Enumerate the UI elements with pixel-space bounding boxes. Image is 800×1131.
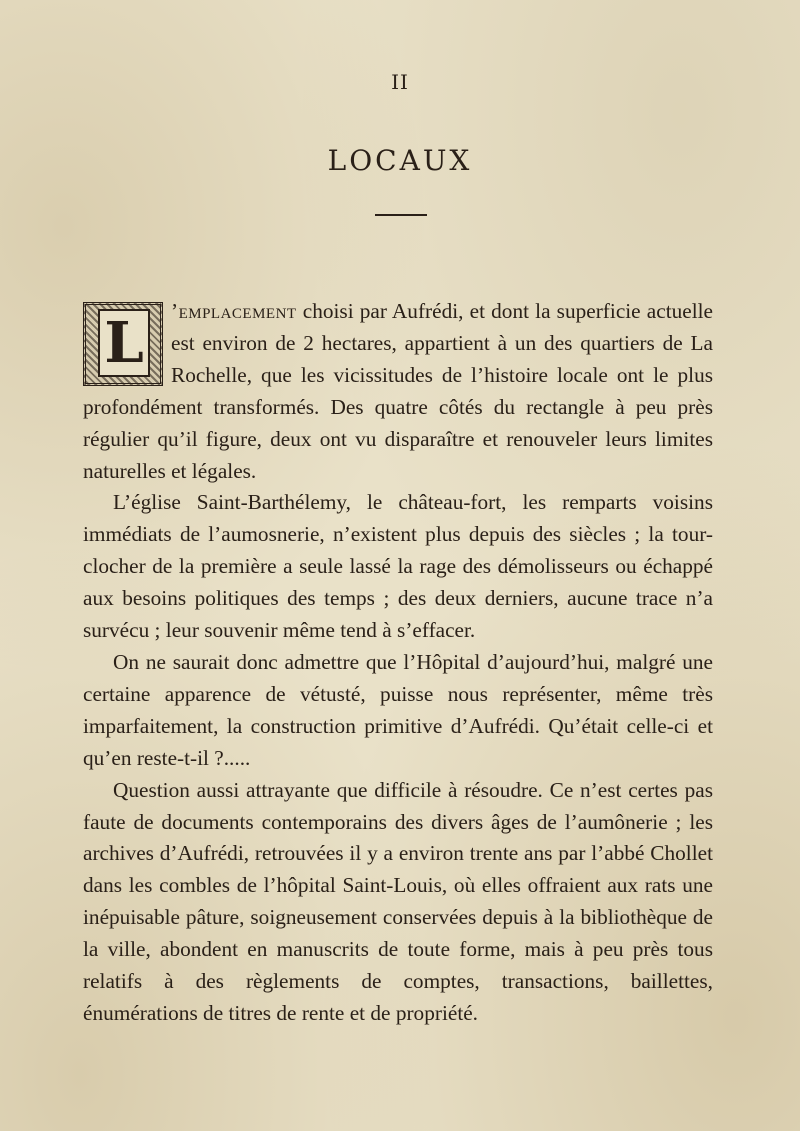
chapter-body	[83, 296, 713, 1030]
chapter-number: II	[391, 70, 409, 94]
paragraph-1-text: choisi par Aufrédi, et dont la superficie actuelle est environ de 2 hectares, appartient à un des quartiers de La Rochelle, que les vicissitudes de l’histoire locale ont le plus profondément transformés. Des quatre côtés du rectangle à peu près régulier qu’il figure, deux ont vu disparaître et renouveler leurs limites naturelles et légales.	[83, 299, 713, 483]
dropcap-letter: L	[98, 309, 150, 377]
paragraph-3: On ne saurait donc admettre que l’Hôpital d’aujourd’hui, malgré une certaine apparence de vétusté, puisse nous représenter, même très imparfaitement, la construction primitive d’Aufrédi. Qu’était celle-ci et qu’en reste-t-il ?.....	[83, 649, 713, 770]
paragraph-1	[83, 296, 713, 487]
paragraph-1-lead: ’emplacement	[171, 299, 297, 323]
title-divider	[375, 214, 427, 216]
ornamental-dropcap	[83, 302, 163, 386]
paragraph-2: L’église Saint-Barthélemy, le château-fort, les remparts voisins immédiats de l’aumosnerie, n’existent plus depuis des siècles ; la tour-clocher de la première a seule lassé la rage des démolisseurs ou échappé aux besoins politiques des temps ; des deux derniers, aucune trace n’a survécu ; leur souvenir même tend à s’effacer.	[83, 490, 713, 643]
chapter-title: LOCAUX	[327, 144, 473, 177]
paragraph-4: Question aussi attrayante que difficile à résoudre. Ce n’est certes pas faute de documents contemporains des divers âges de l’aumônerie ; les archives d’Aufrédi, retrouvées il y a environ trente ans par l’abbé Chollet dans les combles de l’hôpital Saint-Louis, où elles offraient aux rats une inépuisable pâture, soigneusement conservées depuis à la bibliothèque de la ville, abondent en manuscrits de toute forme, mais à peu près tous relatifs à des règlements de comptes, transactions, baillettes, énumérations de titres de rente et de propriété.	[83, 777, 713, 1025]
